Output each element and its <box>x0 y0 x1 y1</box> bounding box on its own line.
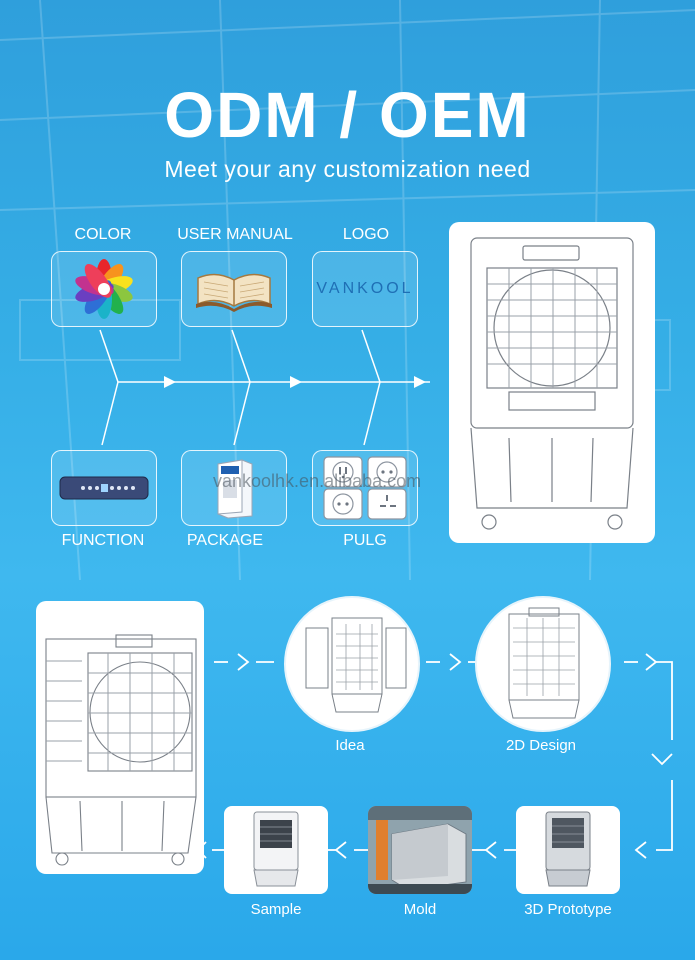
option-user-manual[interactable] <box>181 251 287 327</box>
mold-machine-icon <box>368 806 472 894</box>
product-air-cooler-panel <box>449 222 655 543</box>
color-flower-icon <box>74 259 134 319</box>
3d-prototype-cooler-icon <box>516 806 620 894</box>
air-cooler-illustration <box>449 222 655 543</box>
step-label-3d-prototype: 3D Prototype <box>524 901 612 918</box>
option-label-user-manual: USER MANUAL <box>177 226 293 243</box>
step-label-idea: Idea <box>335 737 365 754</box>
step-label-sample: Sample <box>250 901 302 918</box>
option-label-plug: PULG <box>343 532 387 549</box>
step-idea-image <box>284 596 420 732</box>
step-label-2d-design: 2D Design <box>505 737 577 754</box>
cooler-sketch-panel <box>36 601 204 874</box>
option-label-function: FUNCTION <box>61 532 145 549</box>
watermark-text: vankoolhk.en.alibaba.com <box>213 471 422 491</box>
2d-design-sketch-icon <box>477 598 609 730</box>
options-connector-diagram <box>0 320 450 455</box>
cooler-sketch-illustration <box>36 601 204 874</box>
option-color[interactable] <box>51 251 157 327</box>
step-sample-image <box>224 806 328 894</box>
page-title: ODM / OEM <box>164 79 531 151</box>
step-label-mold: Mold <box>403 901 437 918</box>
step-3d-prototype-image <box>516 806 620 894</box>
option-function[interactable] <box>51 450 157 526</box>
option-label-logo: LOGO <box>342 226 390 243</box>
step-mold-image <box>368 806 472 894</box>
idea-sketch-icon <box>286 598 418 730</box>
control-panel-icon <box>59 475 149 501</box>
page-subtitle: Meet your any customization need <box>164 156 531 182</box>
logo-text-icon: VANKOOL <box>316 280 414 297</box>
open-book-icon <box>194 264 274 314</box>
option-logo[interactable] <box>312 251 418 327</box>
option-label-package: PACKAGE <box>186 532 264 549</box>
step-2d-design-image <box>475 596 611 732</box>
option-label-color: COLOR <box>74 226 132 243</box>
sample-cooler-icon <box>224 806 328 894</box>
